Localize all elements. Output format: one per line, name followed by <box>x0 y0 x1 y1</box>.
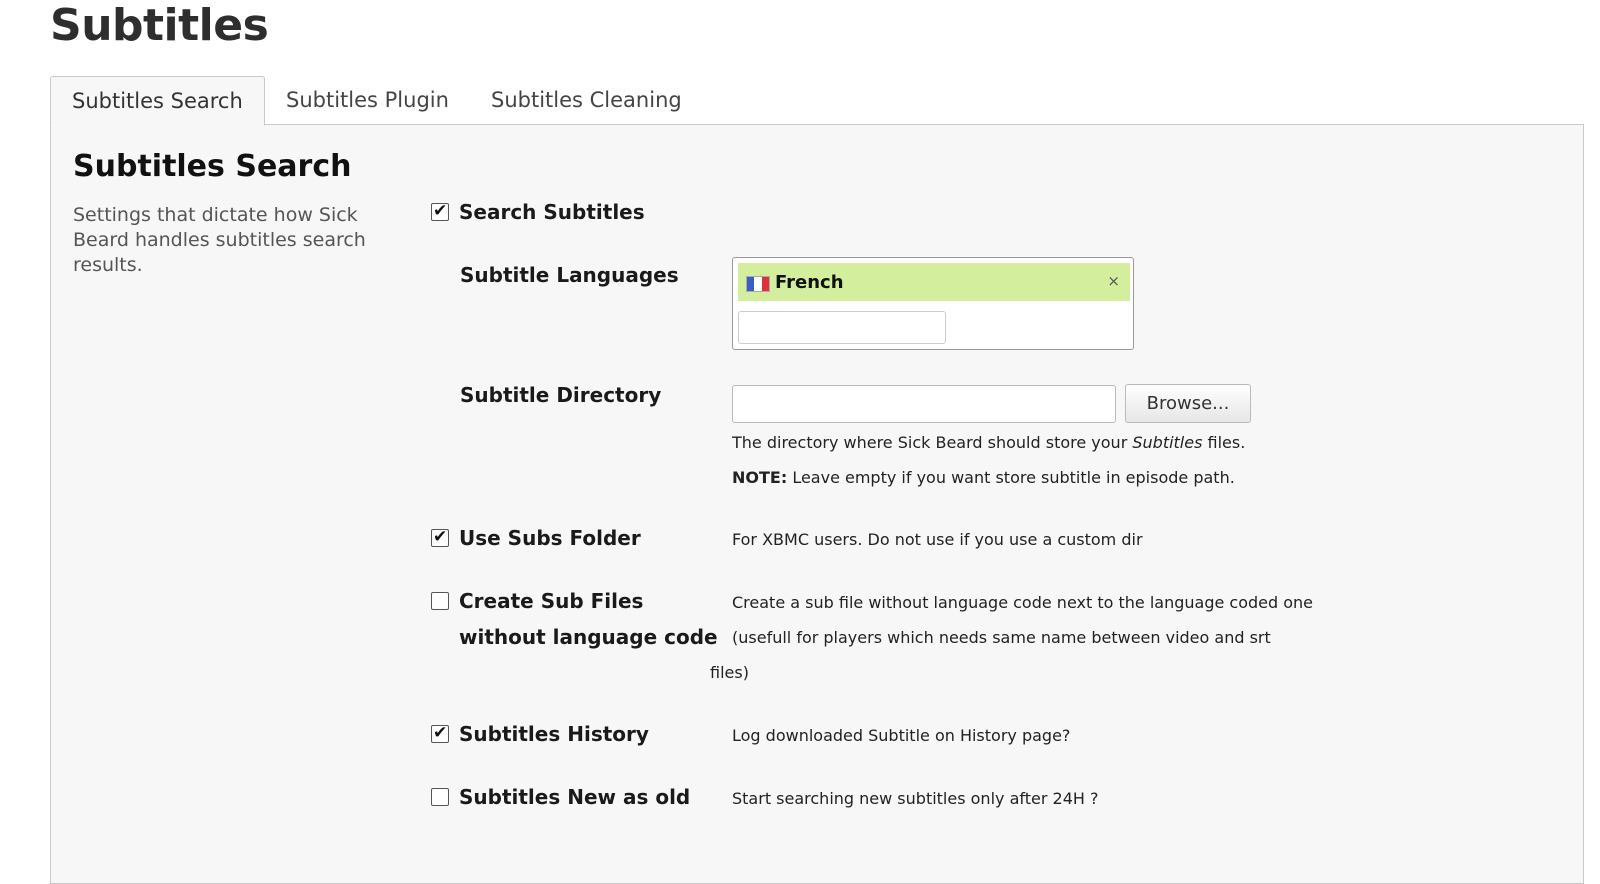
checkmark-icon: ✔ <box>433 201 448 221</box>
tab-subtitles-cleaning[interactable]: Subtitles Cleaning <box>491 88 682 112</box>
search-subtitles-checkbox[interactable] <box>431 203 449 221</box>
subtitle-directory-label: Subtitle Directory <box>460 383 662 407</box>
language-search-input[interactable] <box>738 311 946 344</box>
create-sub-files-checkbox[interactable] <box>431 592 449 610</box>
create-sub-files-desc-line3: files) <box>710 663 749 682</box>
subtitles-new-as-old-checkbox[interactable] <box>431 788 449 806</box>
create-sub-files-label-line2[interactable]: without language code <box>459 625 718 649</box>
use-subs-folder-checkbox[interactable] <box>431 529 449 547</box>
language-selector[interactable] <box>732 257 1134 350</box>
subtitles-history-label[interactable]: Subtitles History <box>459 722 649 746</box>
settings-panel <box>50 124 1584 884</box>
directory-help-suffix: files. <box>1202 433 1246 452</box>
france-flag-icon <box>746 276 770 292</box>
directory-note <box>732 468 1235 487</box>
checkmark-icon: ✔ <box>433 723 448 743</box>
tab-bar <box>50 76 1586 125</box>
subtitles-new-as-old-label[interactable]: Subtitles New as old <box>459 785 691 809</box>
checkmark-icon: ✔ <box>433 527 448 547</box>
directory-help <box>732 433 1245 452</box>
create-sub-files-label[interactable]: Create Sub Files <box>459 589 644 613</box>
create-sub-files-desc-line2: (usefull for players which needs same name between video and srt <box>732 628 1271 647</box>
subtitles-history-desc: Log downloaded Subtitle on History page? <box>732 726 1071 745</box>
section-title: Subtitles Search <box>73 149 352 184</box>
directory-help-text: The directory where Sick Beard should store your <box>732 433 1133 452</box>
use-subs-folder-desc: For XBMC users. Do not use if you use a custom dir <box>732 530 1143 549</box>
directory-help-emphasis: Subtitles <box>1132 433 1203 452</box>
subtitle-languages-label: Subtitle Languages <box>460 263 679 287</box>
note-text: Leave empty if you want store subtitle in episode path. <box>787 468 1235 487</box>
create-sub-files-desc: Create a sub file without language code next to the language coded one <box>732 593 1313 612</box>
subtitles-new-as-old-desc: Start searching new subtitles only after 24H ? <box>732 789 1099 808</box>
language-tag-french[interactable] <box>738 263 1130 301</box>
tab-subtitles-search[interactable]: Subtitles Search <box>50 76 265 126</box>
browse-button[interactable]: Browse... <box>1125 384 1251 423</box>
search-subtitles-label[interactable]: Search Subtitles <box>459 200 645 224</box>
language-tag-label: French <box>775 272 844 293</box>
subtitles-history-checkbox[interactable] <box>431 725 449 743</box>
section-description: Settings that dictate how Sick Beard handles subtitles search results. <box>73 204 366 276</box>
note-label: NOTE: <box>732 468 788 487</box>
use-subs-folder-label[interactable]: Use Subs Folder <box>459 526 641 550</box>
remove-language-icon[interactable]: × <box>1107 272 1120 290</box>
subtitle-directory-input[interactable] <box>732 385 1116 423</box>
page-title: Subtitles <box>50 0 269 51</box>
tab-subtitles-plugin[interactable]: Subtitles Plugin <box>286 88 449 112</box>
